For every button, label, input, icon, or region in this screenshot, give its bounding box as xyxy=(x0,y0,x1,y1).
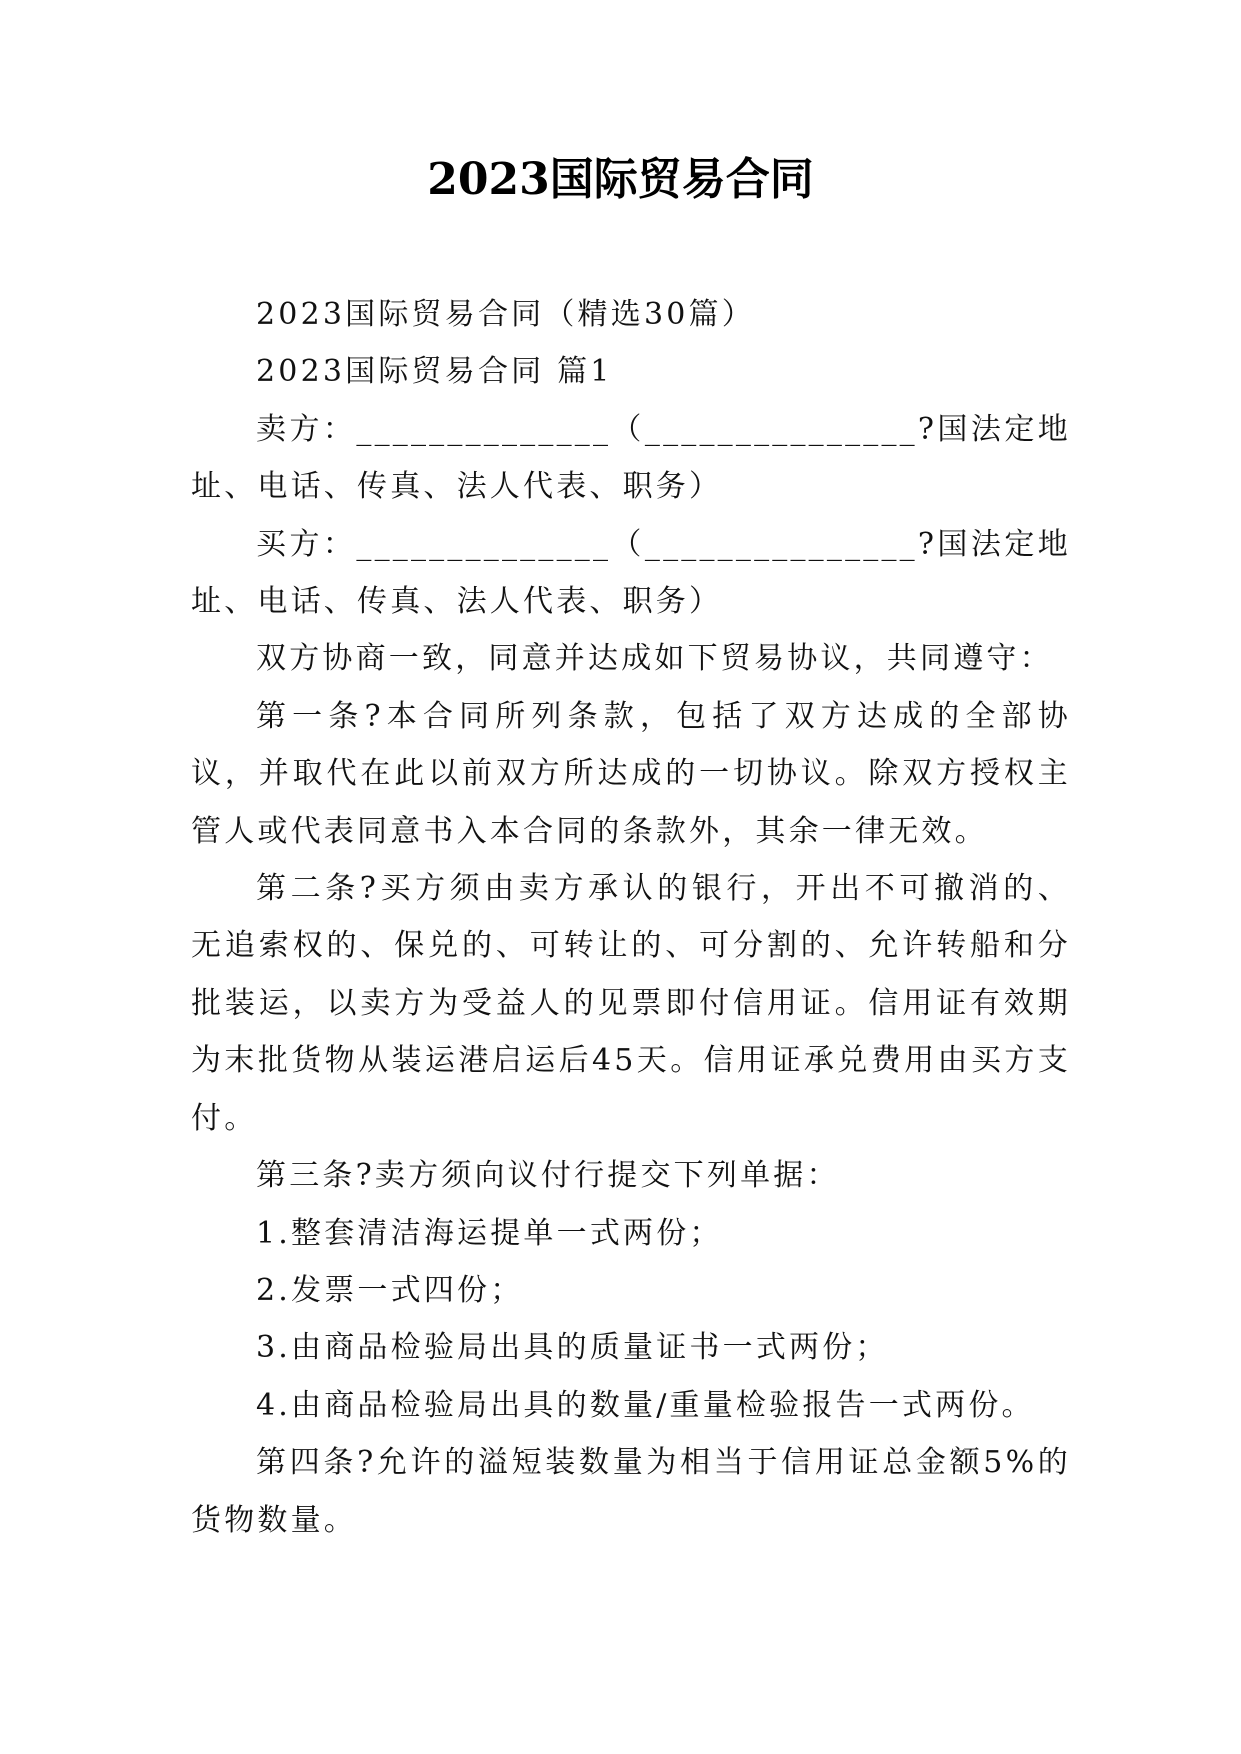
paragraph-article-4: 第四条?允许的溢短装数量为相当于信用证总金额5%的货物数量。 xyxy=(191,1445,1071,1538)
paragraph-section-heading: 2023国际贸易合同 篇1 xyxy=(256,354,613,390)
list-item-3: 3.由商品检验局出具的质量证书一式两份； xyxy=(256,1330,889,1366)
paragraph-agreement: 双方协商一致，同意并达成如下贸易协议，共同遵守： xyxy=(256,641,1053,677)
list-item-1: 1.整套清洁海运提单一式两份； xyxy=(256,1215,723,1251)
paragraph-buyer: 买方：______________（_______________?国法定地址、电话、传真、法人代表、职务） xyxy=(191,526,1071,620)
list-item-2: 2.发票一式四份； xyxy=(256,1272,524,1308)
paragraph-seller: 卖方：______________（_______________?国法定地址、电话、传真、法人代表、职务） xyxy=(191,411,1071,505)
document-body xyxy=(191,286,1071,1549)
document-title: 2023国际贸易合同 xyxy=(427,154,814,205)
paragraph-subtitle: 2023国际贸易合同（精选30篇） xyxy=(256,297,755,332)
paragraph-article-2: 第二条?买方须由卖方承认的银行，开出不可撤消的、无追索权的、保兑的、可转让的、可分割的、允许转船和分批装运，以卖方为受益人的见票即付信用证。信用证有效期为末批货物从装运港启运后45天。信用证承兑费用由买方支付。 xyxy=(191,871,1071,1136)
paragraph-article-1: 第一条?本合同所列条款，包括了双方达成的全部协议，并取代在此以前双方所达成的一切协议。除双方授权主管人或代表同意书入本合同的条款外，其余一律无效。 xyxy=(191,698,1071,849)
list-item-4: 4.由商品检验局出具的数量/重量检验报告一式两份。 xyxy=(256,1387,1035,1423)
paragraph-article-3: 第三条?卖方须向议付行提交下列单据： xyxy=(256,1158,840,1194)
